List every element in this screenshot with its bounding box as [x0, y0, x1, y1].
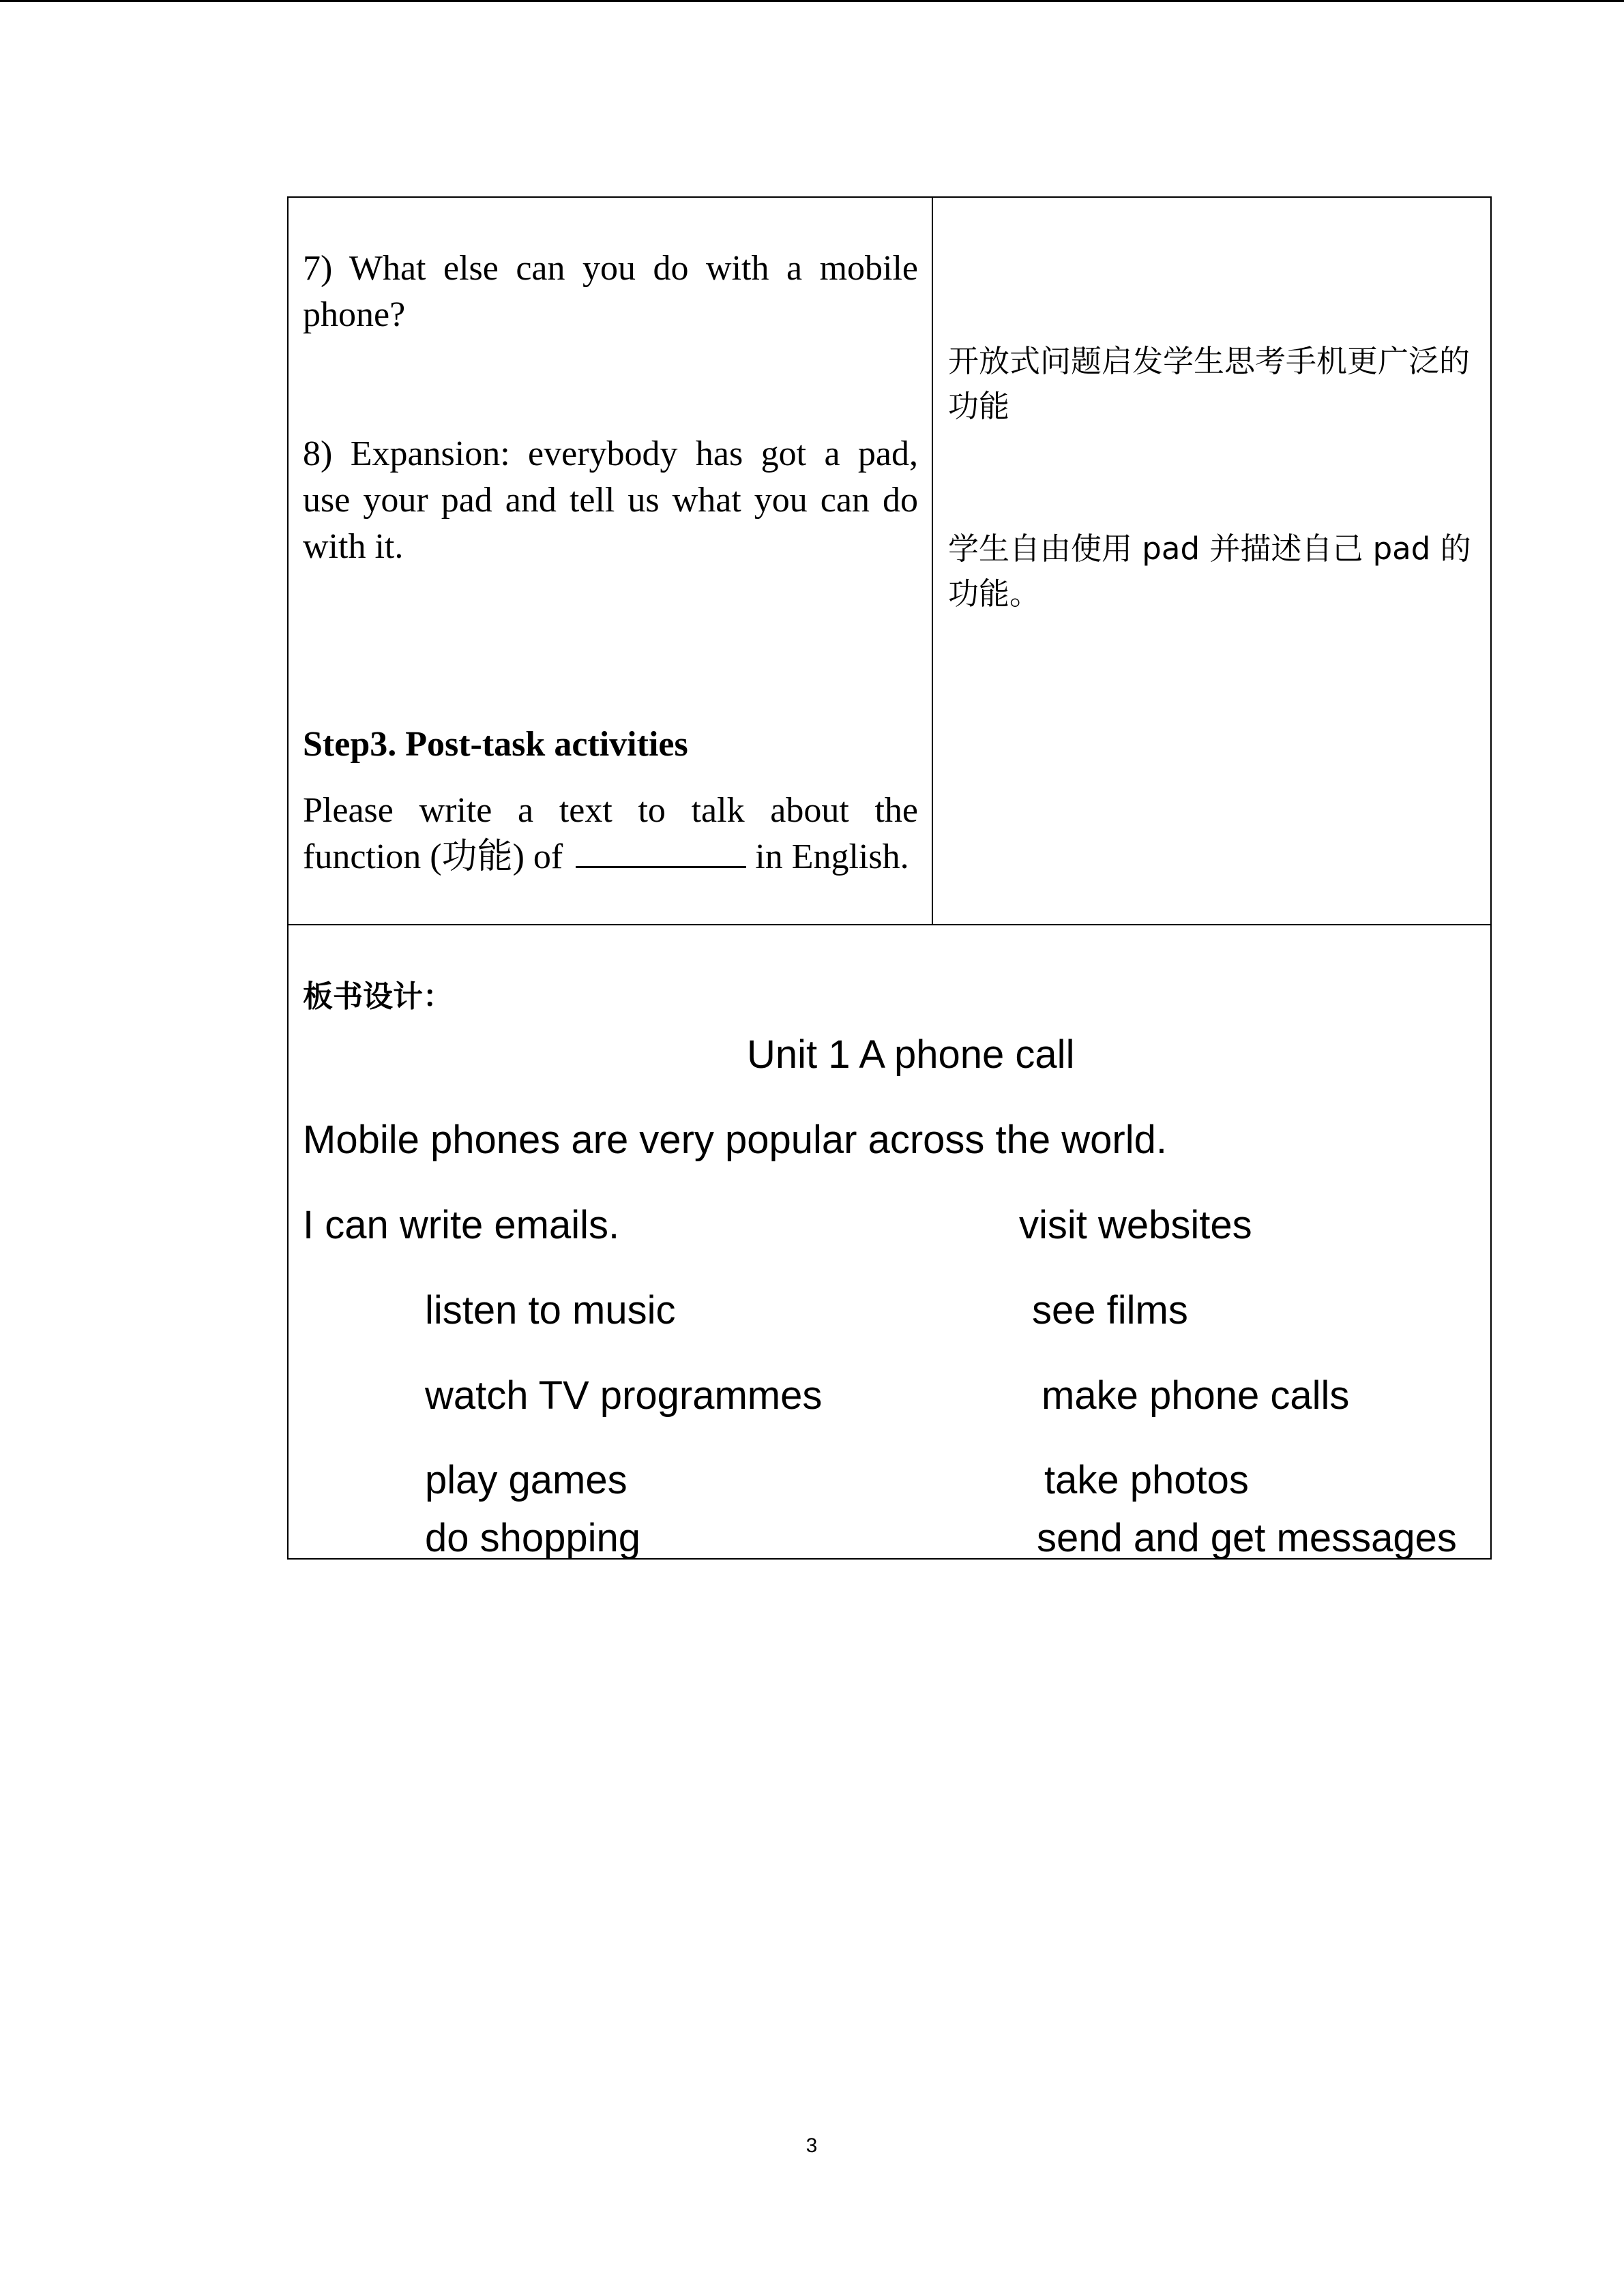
task-text-after: in English.	[755, 837, 909, 876]
board-title: Unit 1 A phone call	[747, 1032, 1075, 1077]
step3-heading: Step3. Post-task activities	[303, 725, 688, 764]
board-left-item: watch TV programmes	[425, 1373, 823, 1418]
board-left-item: do shopping	[425, 1516, 641, 1560]
question-8: 8) Expansion: everybody has got a pad, use your pad and tell us what you can do with it.	[303, 434, 918, 566]
teaching-note-1: 开放式问题启发学生思考手机更广泛的功能	[948, 343, 1471, 424]
post-task-instruction	[303, 788, 918, 880]
board-right-item: send and get messages	[1037, 1516, 1457, 1560]
task-text-before: Please write a text to talk about the function (功能) of	[303, 791, 918, 876]
question-7: 7) What else can you do with a mobile phone?	[303, 249, 918, 334]
board-right-item: see films	[1032, 1288, 1188, 1332]
table-column-divider	[932, 196, 933, 925]
board-right-item: make phone calls	[1042, 1373, 1350, 1418]
top-rule	[0, 0, 1624, 2]
fill-in-blank	[576, 836, 746, 868]
board-left-item: listen to music	[425, 1288, 676, 1332]
board-design-label: 板书设计：	[303, 979, 453, 1014]
board-left-item: I can write emails.	[303, 1203, 620, 1247]
board-right-item: take photos	[1044, 1458, 1249, 1502]
teaching-note-2: 学生自由使用 pad 并描述自己 pad 的功能。	[948, 531, 1471, 612]
board-left-item: play games	[425, 1458, 628, 1502]
board-sentence: Mobile phones are very popular across the world.	[303, 1118, 1167, 1162]
page-number: 3	[806, 2134, 818, 2157]
board-right-item: visit websites	[1019, 1203, 1252, 1247]
table-row-divider	[287, 924, 1492, 925]
